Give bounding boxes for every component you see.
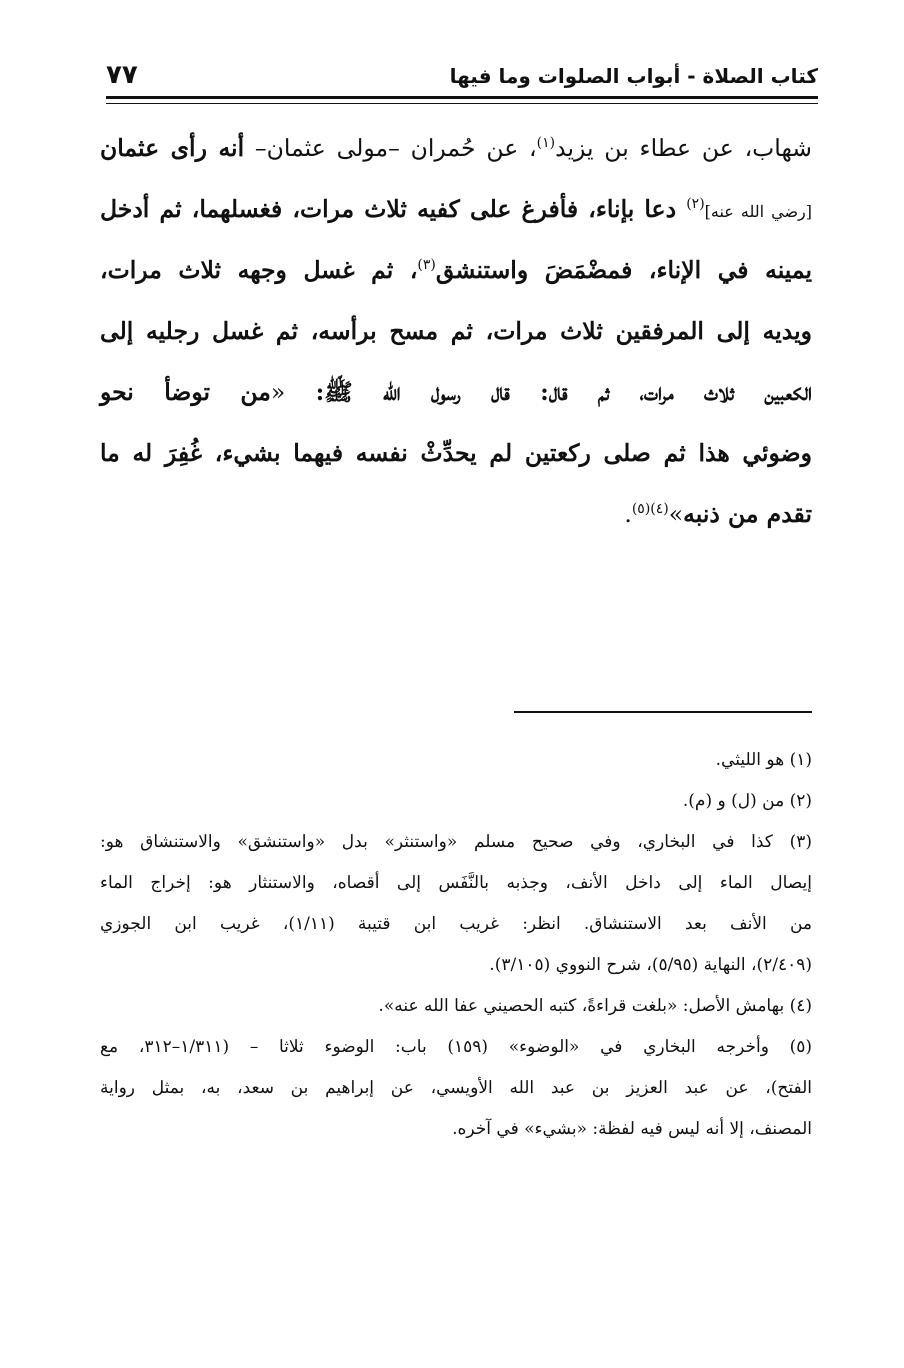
footnote-3-line-3: من الأنف بعد الاستنشاق. انظر: غريب ابن قتيبة (١/١١)، غريب ابن الجوزي	[100, 914, 812, 934]
footnote-3-line-1: (٣) كذا في البخاري، وفي صحيح مسلم «واستنثر» بدل «واستنشق» والاستنشاق هو:	[100, 832, 812, 852]
text-bold: من توضأ نحو	[100, 378, 271, 406]
footnote-ref-4: (٤)	[650, 501, 669, 518]
footnote-separator	[514, 711, 812, 713]
text-bold: تقدم من ذنبه	[683, 500, 812, 528]
text-bold: ، ثم غسل وجهه ثلاث مرات،	[100, 256, 418, 284]
main-line-3	[100, 240, 812, 301]
footnote-2: (٢) من (ل) و (م).	[682, 791, 812, 811]
footnotes	[100, 740, 812, 1150]
footnote-4: (٤) بهامش الأصل: «بلغت قراءةً، كتبه الحصيني عفا الله عنه».	[378, 996, 812, 1016]
main-line-4	[100, 301, 812, 362]
main-line-2	[100, 179, 812, 240]
quote-close: »	[668, 500, 684, 528]
footnote-ref-2: (٢)	[686, 196, 705, 213]
running-header	[106, 58, 818, 98]
text-bold: يمينه في الإناء، فمضْمَضَ واستنشق	[435, 256, 812, 284]
header-rule-thick	[106, 96, 818, 99]
quote-open: «	[270, 378, 286, 406]
main-line-1	[100, 118, 812, 179]
text-bold: ويديه إلى المرفقين ثلاث مرات، ثم مسح برأسه، ثم غسل رجليه إلى	[100, 317, 812, 345]
main-line-5	[100, 362, 812, 423]
text: ، عن حُمران –مولى عثمان–	[244, 134, 537, 162]
honorific-bracket: [رضي الله عنه]	[704, 202, 812, 221]
footnote-3-line-4: (٢/٤٠٩)، النهاية (٥/٩٥)، شرح النووي (٣/١٠٥).	[489, 955, 812, 975]
footnote-3-line-2: إيصال الماء إلى داخل الأنف، وجذبه بالنَّفَس إلى أقصاه، والاستنثار هو: إخراج الماء	[100, 873, 812, 893]
main-line-6	[100, 423, 812, 484]
footnote-ref-1: (١)	[536, 135, 556, 152]
footnote-5-line-1: (٥) وأخرجه البخاري في «الوضوء» (١٥٩) باب: الوضوء ثلاثا – (١/٣١١–٣١٢، مع	[100, 1037, 812, 1057]
footnote-ref-5: (٥)	[631, 501, 651, 518]
main-line-7	[100, 484, 812, 545]
page-number: ٧٧	[106, 60, 138, 90]
footnote-1: (١) هو الليثي.	[715, 750, 812, 770]
footnote-5-line-3: المصنف، إلا أنه ليس فيه لفظة: «بشيء» في آخره.	[452, 1119, 812, 1139]
text-bold: وضوئي هذا ثم صلى ركعتين لم يحدِّثْ نفسه فيهما بشيء، غُفِرَ له ما	[100, 439, 812, 467]
running-title: كتاب الصلاة - أبواب الصلوات وما فيها	[449, 64, 818, 88]
text: شهاب، عن عطاء بن يزيد	[555, 134, 812, 162]
footnote-5-line-2: الفتح)، عن عبد العزيز بن عبد الله الأويسي، عن إبراهيم بن سعد، به، بمثل رواية	[100, 1078, 812, 1098]
main-text	[100, 118, 812, 545]
text-bold: الكعبين ثلاث مرات، ثم قال: قال رسول الله ﷺ:	[285, 378, 812, 406]
header-rule-thin	[106, 103, 818, 104]
footnote-ref-3: (٣)	[417, 257, 436, 274]
sentence-end: .	[624, 500, 632, 528]
text-bold: أنه رأى عثمان	[100, 134, 245, 162]
text-bold: دعا بإناء، فأفرغ على كفيه ثلاث مرات، فغسلهما، ثم أدخل	[100, 195, 687, 223]
